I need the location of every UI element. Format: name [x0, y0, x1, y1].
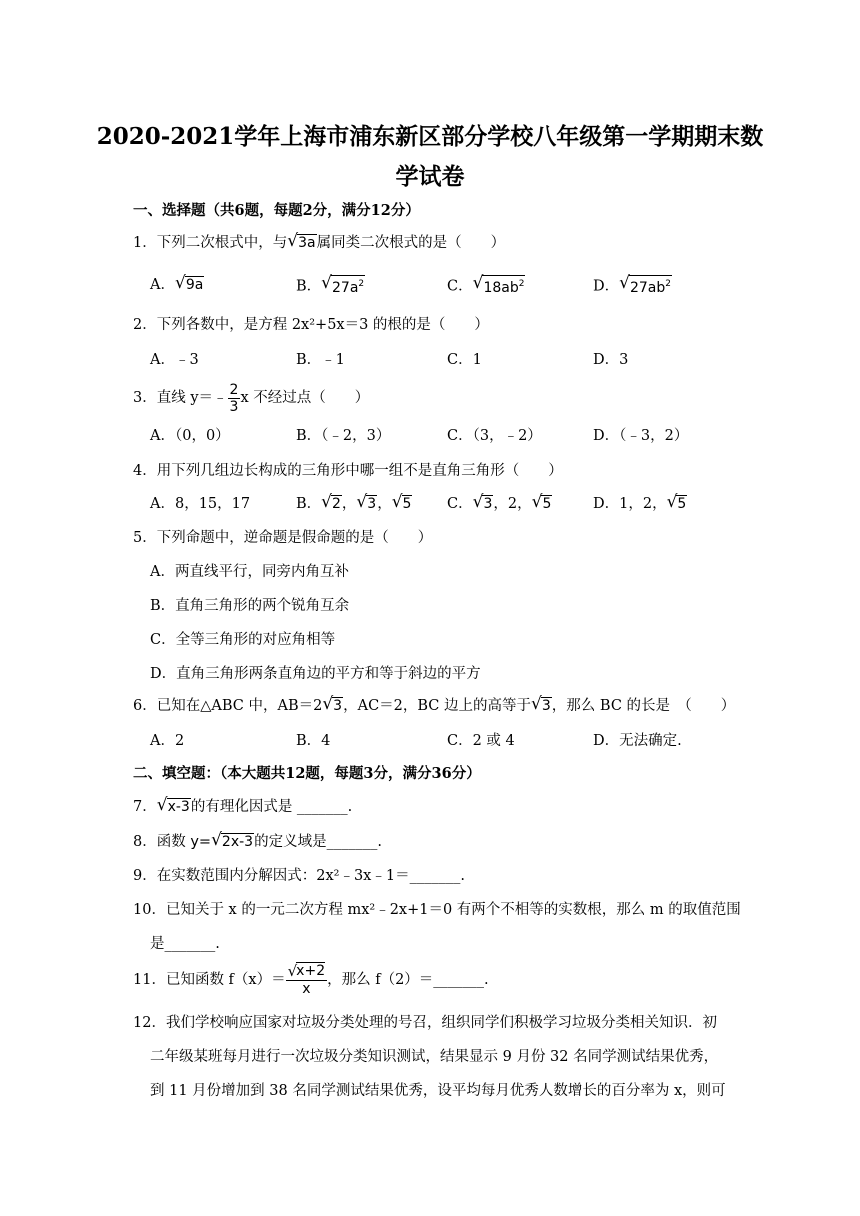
q1-option-a: A．√9a [150, 273, 204, 293]
q3-suffix: x 不经过点（ ） [240, 390, 370, 406]
question-7: 7．√x-3的有理化因式是 _______. [133, 795, 353, 815]
question-10-line1: 10．已知关于 x 的一元二次方程 mx²﹣2x+1＝0 有两个不相等的实数根，那么 m 的取值范围 [133, 902, 741, 918]
question-10-line2: 是_______. [150, 936, 220, 952]
q4-option-c: C．√3，2，√5 [447, 492, 552, 512]
q5-option-d: D．直角三角形两条直角边的平方和等于斜边的平方 [150, 666, 481, 682]
q3-option-c: C．（3，﹣2） [447, 428, 542, 444]
section-choice-heading: 一、选择题（共6题，每题2分，满分12分） [133, 202, 420, 219]
question-2: 2．下列各数中，是方程 2x²+5x＝3 的根的是（ ） [133, 317, 489, 333]
exam-title-line2: 学试卷 [395, 163, 465, 190]
sqrt-2x-3: 2x-3 [221, 834, 254, 850]
q5-option-c: C．全等三角形的对应角相等 [150, 632, 336, 648]
q2-option-d: D．3 [593, 352, 629, 368]
fraction-two-thirds: $\frac{2}{3}$ [229, 381, 239, 415]
q3-option-b: B．（﹣2，3） [296, 428, 391, 444]
sqrt-27a2: 27a [332, 280, 359, 296]
q5-option-a: A．两直线平行，同旁内角互补 [150, 564, 349, 580]
question-4: 4．用下列几组边长构成的三角形中哪一组不是直角三角形（ ） [133, 463, 563, 479]
q1-option-c: C．$√18ab^2$ [447, 273, 525, 296]
question-11: 11．已知函数 f（x）＝ $\frac{√x+2}{x}$ ，那么 f（2）＝_______. [133, 962, 489, 997]
sqrt-18ab2: 18ab [483, 280, 519, 296]
question-12-line1: 12．我们学校响应国家对垃圾分类处理的号召，组织同学们积极学习垃圾分类相关知识．初 [133, 1015, 717, 1031]
sqrt-3a: √3a [287, 231, 316, 251]
sqrt-27ab2: 27ab [629, 280, 666, 296]
q1-option-d: D．$√27ab^2$ [593, 273, 671, 296]
q3-prefix: 3．直线 y＝﹣ [133, 390, 228, 406]
q3-option-d: D．（﹣3，2） [593, 428, 689, 444]
q2-option-b: B．﹣1 [296, 352, 345, 368]
q4-option-d: D．1，2，√5 [593, 492, 687, 512]
question-5: 5．下列命题中，逆命题是假命题的是（ ） [133, 530, 433, 546]
question-3 [133, 381, 369, 415]
q4-option-b: B．√2，√3，√5 [296, 492, 412, 512]
question-8: 8．函数 y=√2x-3的定义域是_______. [133, 830, 382, 850]
q6-option-c: C．2 或 4 [447, 733, 515, 749]
exam-title-line1: 2020-2021学年上海市浦东新区部分学校八年级第一学期期末数 [96, 123, 764, 150]
q6-option-d: D．无法确定. [593, 733, 682, 749]
q1-prefix: 1．下列二次根式中，与 [133, 235, 288, 251]
q6-option-a: A．2 [150, 733, 185, 749]
section-fill-heading: 二、填空题：（本大题共12题，每题3分，满分36分） [133, 765, 481, 782]
question-12-line3: 到 11 月份增加到 38 名同学测试结果优秀，设平均每月优秀人数增长的百分率为 x，则可 [150, 1083, 726, 1099]
q1-option-b: B．$√27a^2$ [296, 273, 365, 296]
q1-suffix: 属同类二次根式的是（ ） [316, 235, 506, 251]
q2-option-c: C．1 [447, 352, 482, 368]
q6-option-b: B．4 [296, 733, 331, 749]
question-1 [133, 233, 505, 253]
sqrt-9a: 9a [185, 277, 204, 293]
q5-option-b: B．直角三角形的两个锐角互余 [150, 598, 350, 614]
question-9: 9．在实数范围内分解因式：2x²﹣3x﹣1＝_______. [133, 868, 465, 884]
q4-option-a: A．8，15，17 [150, 496, 251, 512]
question-12-line2: 二年级某班每月进行一次垃圾分类知识测试，结果显示 9 月份 32 名同学测试结果优秀， [150, 1049, 719, 1065]
question-6: 6．已知在△ABC 中，AB＝2√3，AC＝2，BC 边上的高等于√3，那么 BC 的长是 （ ） [133, 694, 736, 714]
fraction-sqrt-x2-over-x: $\frac{√x+2}{x}$ [287, 962, 326, 997]
sqrt-x-3: x-3 [167, 799, 190, 815]
q2-option-a: A．﹣3 [150, 352, 199, 368]
q3-option-a: A．（0，0） [150, 428, 230, 444]
